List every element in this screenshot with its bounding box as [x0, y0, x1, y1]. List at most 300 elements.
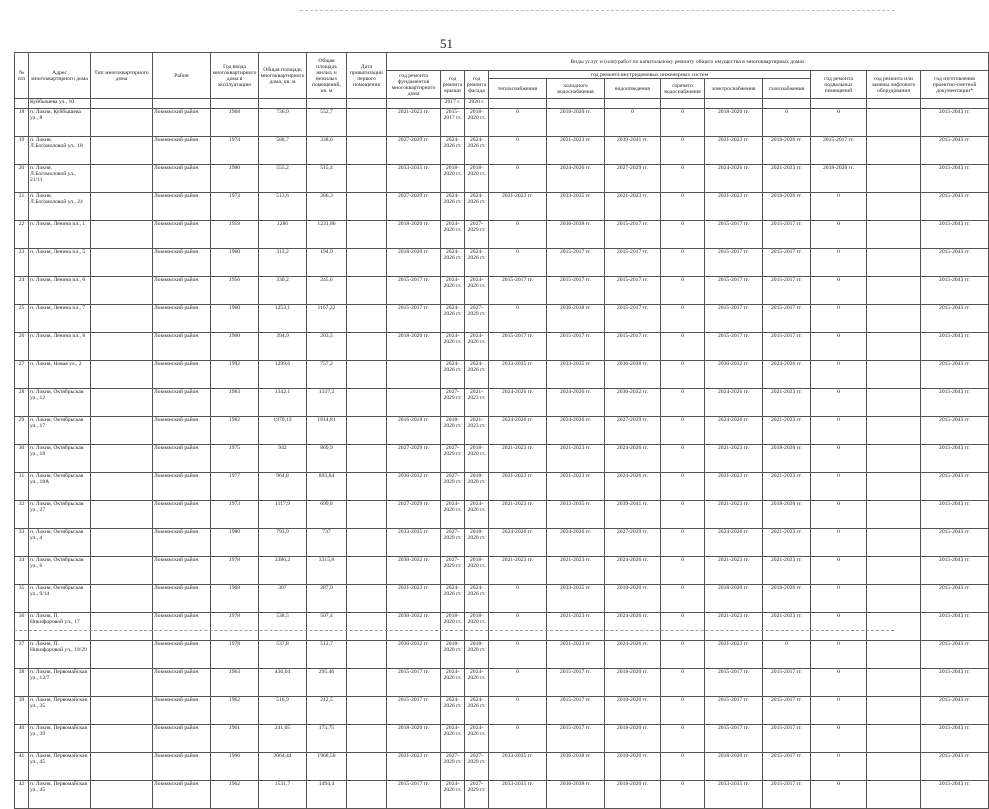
cell-elevator: [867, 137, 921, 165]
cell-sewer: 2024-2026 гг.: [605, 445, 661, 473]
cell-roof: 2024-2026 гг.: [441, 277, 465, 305]
cell-address: п. Локня, Первомайская ул., 39: [29, 725, 91, 753]
cell-fund: 2015-2017 гг.: [387, 277, 441, 305]
cell-elevator: [867, 165, 921, 193]
cell-basement: 0: [811, 473, 867, 501]
cell-total: 555,2: [259, 165, 307, 193]
cell-sewer: 2024-2026 гг.: [605, 557, 661, 585]
cell-elevator: [867, 193, 921, 221]
cell-roof: 2018-2020 гг.: [441, 417, 465, 445]
cell-elevator: [867, 697, 921, 725]
cell-gas: 2015-2017 гг.: [763, 697, 811, 725]
cell-total: 1970,13: [259, 417, 307, 445]
table-row: [15, 641, 989, 669]
cell-cold: 2021-2023 гг.: [547, 557, 605, 585]
table-row: [15, 333, 989, 361]
cell-cold: 2015-2017 гг.: [547, 249, 605, 277]
cell-living: 3315,8: [307, 557, 347, 585]
cell-docs: 2015-2043 гг.: [921, 473, 989, 501]
cell-elevator: [867, 613, 921, 641]
cell-gas: 2015-2017 гг.: [763, 669, 811, 697]
cell-cold: 2033-2035 гг.: [547, 193, 605, 221]
cell-docs: 2015-2043 гг.: [921, 389, 989, 417]
cell-docs: 2015-2043 гг.: [921, 557, 989, 585]
cell-elevator: [867, 99, 921, 109]
header-address: Адрес многоквартирного дома: [29, 53, 91, 99]
cell-priv: [347, 473, 387, 501]
cell-priv: [347, 165, 387, 193]
cell-facade: 2027-2029 гг.: [465, 221, 489, 249]
cell-roof: 2024-2026 гг.: [441, 361, 465, 389]
cell-hot: 0: [661, 333, 705, 361]
cell-basement: 0: [811, 529, 867, 557]
cell-hot: 0: [661, 445, 705, 473]
cell-living: 212,5: [307, 697, 347, 725]
cell-hot: 0: [661, 501, 705, 529]
cell-hot: 0: [661, 193, 705, 221]
cell-electric: 2024-2026 гг.: [705, 529, 763, 557]
cell-address: п. Локня, Ленина пл., 6: [29, 277, 91, 305]
cell-docs: 2015-2043 гг.: [921, 613, 989, 641]
cell-total: 538,5: [259, 613, 307, 641]
cell-total: 1531,7: [259, 781, 307, 809]
cell-no: 23: [15, 249, 29, 277]
cell-priv: [347, 697, 387, 725]
cell-district: Локнянский район: [153, 193, 211, 221]
cell-living: 194,9: [307, 249, 347, 277]
table-row: [15, 361, 989, 389]
cell-priv: [347, 221, 387, 249]
cell-docs: 2015-2043 гг.: [921, 193, 989, 221]
cell-hot: 0: [661, 417, 705, 445]
cell-total: 1286: [259, 221, 307, 249]
cell-district: Локнянский район: [153, 221, 211, 249]
cell-total: 307: [259, 585, 307, 613]
cell-heat: 2021-2023 гг.: [489, 445, 547, 473]
header-year-commission: Год ввода многоквартирного дома в эксплуатацию: [211, 53, 259, 99]
cell-heat: 0: [489, 585, 547, 613]
cell-no: 21: [15, 193, 29, 221]
cell-fund: 2021-2023 гг.: [387, 585, 441, 613]
cell-type: [91, 389, 153, 417]
cell-electric: 2021-2023 гг.: [705, 473, 763, 501]
cell-living: 737: [307, 529, 347, 557]
cell-elevator: [867, 333, 921, 361]
cell-cold: 2021-2023 гг.: [547, 641, 605, 669]
cell-electric: 2018-2020 гг.: [705, 109, 763, 137]
cell-total: 313,2: [259, 249, 307, 277]
cell-type: [91, 445, 153, 473]
cell-cold: 2021-2023 гг.: [547, 445, 605, 473]
cell-fund: 2018-2020 гг.: [387, 249, 441, 277]
table-row: [15, 165, 989, 193]
cell-address: п. Локня, Л.Богомоловой ул., 18: [29, 137, 91, 165]
cell-electric: 2015-2017 гг.: [705, 697, 763, 725]
header-district: Район: [153, 53, 211, 99]
cell-heat: 0: [489, 305, 547, 333]
cell-total: 588,7: [259, 137, 307, 165]
table-row: [15, 529, 989, 557]
cell-gas: 0: [763, 109, 811, 137]
cell-year: 1968: [211, 585, 259, 613]
cell-elevator: [867, 249, 921, 277]
cell-district: Локнянский район: [153, 669, 211, 697]
cell-living: 245,6: [307, 277, 347, 305]
cell-hot: 0: [661, 781, 705, 809]
header-works-group: Виды услуг и (или) работ по капитальному ремонту общего имущества в многоквартирных домах: [387, 53, 989, 71]
cell-facade: 2018-2020 гг.: [465, 165, 489, 193]
cell-address: п. Локня, Октябрьская ул., 6: [29, 557, 91, 585]
cell-gas: 2021-2023 гг.: [763, 529, 811, 557]
cell-hot: 0: [661, 697, 705, 725]
cell-facade: 2024-2026 гг.: [465, 277, 489, 305]
cell-docs: 2015-2043 гг.: [921, 333, 989, 361]
cell-roof: 2018-2020 гг.: [441, 613, 465, 641]
cell-no: 18: [15, 109, 29, 137]
cell-electric: [705, 99, 763, 109]
cell-gas: 2021-2023 гг.: [763, 165, 811, 193]
cell-electric: 2021-2023 гг.: [705, 501, 763, 529]
cell-roof: 2018-2020 гг.: [441, 641, 465, 669]
cell-hot: 0: [661, 361, 705, 389]
cell-fund: 2021-2023 гг.: [387, 109, 441, 137]
cell-electric: 2015-2017 гг.: [705, 277, 763, 305]
cell-electric: 2015-2017 гг.: [705, 333, 763, 361]
cell-district: Локнянский район: [153, 333, 211, 361]
cell-no: 36: [15, 613, 29, 641]
cell-priv: [347, 99, 387, 109]
cell-type: [91, 361, 153, 389]
cell-type: [91, 277, 153, 305]
cell-heat: 2033-2035 гг.: [489, 781, 547, 809]
cell-fund: 2027-2029 гг.: [387, 137, 441, 165]
cell-living: 1494,4: [307, 781, 347, 809]
cell-basement: 0: [811, 109, 867, 137]
cell-facade: 2024-2026 гг.: [465, 361, 489, 389]
cell-type: [91, 613, 153, 641]
cell-roof: 2015-2017 гг.: [441, 109, 465, 137]
cell-fund: 2027-2029 гг.: [387, 445, 441, 473]
cell-cold: 2015-2017 гг.: [547, 725, 605, 753]
cell-priv: [347, 109, 387, 137]
cell-year: 1973: [211, 193, 259, 221]
cell-district: Локнянский район: [153, 109, 211, 137]
cell-fund: [387, 99, 441, 109]
repair-schedule-table: [14, 52, 989, 809]
cell-hot: 0: [661, 277, 705, 305]
cell-hot: 0: [661, 221, 705, 249]
cell-living: 173,75: [307, 725, 347, 753]
cell-electric: 2018-2020 гг.: [705, 753, 763, 781]
cell-basement: 0: [811, 389, 867, 417]
cell-living: 1814,81: [307, 417, 347, 445]
cell-docs: 2015-2043 гг.: [921, 781, 989, 809]
cell-gas: 2021-2023 гг.: [763, 473, 811, 501]
cell-docs: 2015-2043 гг.: [921, 305, 989, 333]
cell-electric: 2021-2023 гг.: [705, 137, 763, 165]
cell-cold: 2024-2026 гг.: [547, 389, 605, 417]
header-electric: электроснабжения: [705, 79, 763, 99]
table-row: [15, 781, 989, 809]
cell-docs: 2015-2043 гг.: [921, 669, 989, 697]
cell-facade: 2027-2029 гг.: [465, 753, 489, 781]
cell-district: Локнянский район: [153, 501, 211, 529]
cell-total: 241,05: [259, 725, 307, 753]
cell-address: Куйбышева ул., 10: [29, 99, 91, 109]
cell-facade: 2024-2026 гг.: [465, 501, 489, 529]
cell-year: 1978: [211, 557, 259, 585]
cell-total: 1299,6: [259, 361, 307, 389]
cell-heat: 0: [489, 613, 547, 641]
cell-priv: [347, 305, 387, 333]
cell-cold: 2024-2026 гг.: [547, 529, 605, 557]
cell-district: Локнянский район: [153, 697, 211, 725]
cell-basement: 0: [811, 613, 867, 641]
cell-electric: 2024-2026 гг.: [705, 417, 763, 445]
cell-address: п. Локня, Октябрьская ул., 9/14: [29, 585, 91, 613]
cell-basement: 0: [811, 585, 867, 613]
cell-year: 1962: [211, 697, 259, 725]
cell-fund: 2015-2017 гг.: [387, 697, 441, 725]
cell-sewer: 2027-2029 гг.: [605, 529, 661, 557]
cell-roof: 2027-2029 гг.: [441, 529, 465, 557]
cell-heat: 2015-2017 гг.: [489, 277, 547, 305]
table-row: [15, 305, 989, 333]
cell-year: 1963: [211, 669, 259, 697]
cell-elevator: [867, 389, 921, 417]
cell-type: [91, 697, 153, 725]
cell-priv: [347, 781, 387, 809]
cell-basement: 0: [811, 641, 867, 669]
cell-elevator: [867, 221, 921, 249]
cell-cold: 2033-2035 гг.: [547, 585, 605, 613]
cell-roof: 2024-2026 гг.: [441, 585, 465, 613]
cell-district: Локнянский район: [153, 781, 211, 809]
cell-basement: 0: [811, 669, 867, 697]
cell-total: 3386,2: [259, 557, 307, 585]
cell-basement: 0: [811, 417, 867, 445]
cell-no: 24: [15, 277, 29, 305]
cell-facade: 2024-2026 гг.: [465, 137, 489, 165]
cell-no: 33: [15, 529, 29, 557]
table-row: [15, 557, 989, 585]
header-elevator: год ремонта или замены лифтового оборудования: [867, 71, 921, 99]
cell-elevator: [867, 361, 921, 389]
cell-heat: 0: [489, 641, 547, 669]
cell-total: 1117,9: [259, 501, 307, 529]
cell-heat: 2033-2035 гг.: [489, 361, 547, 389]
cell-docs: 2015-2043 гг.: [921, 753, 989, 781]
table-row: [15, 725, 989, 753]
cell-hot: 0: [661, 249, 705, 277]
cell-cold: 2021-2023 гг.: [547, 473, 605, 501]
cell-sewer: 2027-2029 гг.: [605, 417, 661, 445]
cell-priv: [347, 417, 387, 445]
cell-docs: 2015-2043 гг.: [921, 641, 989, 669]
cell-total: [259, 99, 307, 109]
cell-living: 699,8: [307, 501, 347, 529]
cell-living: [307, 99, 347, 109]
cell-facade: 2018-2020 гг.: [465, 445, 489, 473]
cell-heat: [489, 99, 547, 109]
table-row: [15, 445, 989, 473]
cell-sewer: 2015-2017 гг.: [605, 333, 661, 361]
cell-total: 394,9: [259, 333, 307, 361]
cell-docs: 2015-2043 гг.: [921, 221, 989, 249]
cell-heat: 0: [489, 221, 547, 249]
cell-total: 513,6: [259, 193, 307, 221]
cell-living: 338,6: [307, 137, 347, 165]
header-facade-year: год ремонта фасада: [465, 71, 489, 99]
table-row: [15, 137, 989, 165]
cell-sewer: 2018-2020 гг.: [605, 781, 661, 809]
cell-elevator: [867, 445, 921, 473]
cell-heat: 0: [489, 669, 547, 697]
cell-basement: [811, 99, 867, 109]
cell-hot: 0: [661, 109, 705, 137]
cell-facade: 2018-2020 гг.: [465, 613, 489, 641]
cell-no: 38: [15, 669, 29, 697]
cell-docs: 2015-2043 гг.: [921, 417, 989, 445]
cell-elevator: [867, 417, 921, 445]
cell-type: [91, 585, 153, 613]
cell-type: [91, 669, 153, 697]
cell-address: п. Локня, Октябрьская ул., 18А: [29, 473, 91, 501]
cell-heat: 2024-2026 гг.: [489, 529, 547, 557]
cell-no: 19: [15, 137, 29, 165]
cell-sewer: 2039-2041 гг.: [605, 137, 661, 165]
cell-gas: 2018-2020 гг.: [763, 445, 811, 473]
table-row: [15, 473, 989, 501]
cell-facade: 2024-2026 гг.: [465, 585, 489, 613]
cell-fund: 2030-2032 гг.: [387, 473, 441, 501]
cell-cold: 2036-2038 гг.: [547, 221, 605, 249]
table-row: [15, 669, 989, 697]
cell-living: 757,2: [307, 361, 347, 389]
cell-cold: 2024-2026 гг.: [547, 165, 605, 193]
cell-year: 1982: [211, 417, 259, 445]
cell-basement: 0: [811, 501, 867, 529]
cell-fund: 2016-2018 гг.: [387, 417, 441, 445]
cell-gas: 2015-2017 гг.: [763, 753, 811, 781]
cell-facade: 2021-2023 гг.: [465, 389, 489, 417]
cell-elevator: [867, 277, 921, 305]
cell-living: 1968,56: [307, 753, 347, 781]
cell-electric: 2015-2017 гг.: [705, 305, 763, 333]
cell-total: 1253,1: [259, 305, 307, 333]
cell-cold: 2036-2038 гг.: [547, 305, 605, 333]
cell-no: 29: [15, 417, 29, 445]
cell-no: 31: [15, 473, 29, 501]
cell-year: 1966: [211, 753, 259, 781]
cell-roof: 2024-2026 гг.: [441, 501, 465, 529]
cell-elevator: [867, 669, 921, 697]
cell-no: 28: [15, 389, 29, 417]
cell-district: Локнянский район: [153, 725, 211, 753]
cell-district: Локнянский район: [153, 417, 211, 445]
cell-no: 32: [15, 501, 29, 529]
cell-year: 1975: [211, 445, 259, 473]
table-row: [15, 193, 989, 221]
cell-heat: 0: [489, 137, 547, 165]
cell-priv: [347, 137, 387, 165]
cell-type: [91, 193, 153, 221]
cell-docs: 2015-2043 гг.: [921, 529, 989, 557]
cell-cold: 2036-2038 гг.: [547, 753, 605, 781]
cell-district: Локнянский район: [153, 557, 211, 585]
cell-gas: [763, 99, 811, 109]
cell-year: 1980: [211, 529, 259, 557]
cell-no: 39: [15, 697, 29, 725]
cell-cold: 2015-2017 гг.: [547, 333, 605, 361]
cell-fund: 2015-2017 гг.: [387, 305, 441, 333]
cell-living: 512,7: [307, 641, 347, 669]
cell-basement: 0: [811, 193, 867, 221]
cell-facade: 2021-2023 гг.: [465, 417, 489, 445]
cell-roof: 2024-2026 гг.: [441, 333, 465, 361]
cell-facade: 2024-2026 гг.: [465, 725, 489, 753]
cell-basement: 0: [811, 753, 867, 781]
cell-sewer: 2024-2026 гг.: [605, 473, 661, 501]
cell-priv: [347, 753, 387, 781]
cell-type: [91, 137, 153, 165]
cell-district: Локнянский район: [153, 165, 211, 193]
cell-heat: 0: [489, 109, 547, 137]
cell-address: п. Локня, П. Никифоровой ул., 19/29: [29, 641, 91, 669]
cell-type: [91, 165, 153, 193]
cell-address: п. Локня, Куйбышева ул., 8: [29, 109, 91, 137]
header-basement: год ремонта подвальных помещений: [811, 71, 867, 99]
cell-living: 295,46: [307, 669, 347, 697]
cell-type: [91, 557, 153, 585]
cell-type: [91, 99, 153, 109]
cell-priv: [347, 389, 387, 417]
cell-elevator: [867, 753, 921, 781]
cell-docs: 2015-2043 гг.: [921, 501, 989, 529]
table-row: [15, 221, 989, 249]
cell-sewer: 2021-2023 гг.: [605, 193, 661, 221]
cell-fund: [387, 389, 441, 417]
cell-address: п. Локня, Ленина пл., 7: [29, 305, 91, 333]
cell-total: 942: [259, 445, 307, 473]
cell-type: [91, 641, 153, 669]
cell-priv: [347, 585, 387, 613]
cell-year: 1978: [211, 641, 259, 669]
cell-living: 507,4: [307, 613, 347, 641]
cell-type: [91, 333, 153, 361]
cell-facade: 2024-2026 гг.: [465, 697, 489, 725]
header-gas: газоснабжения: [763, 79, 811, 99]
cell-year: 1977: [211, 473, 259, 501]
cell-address: п. Локня, Л.Богомоловой ул., 24: [29, 193, 91, 221]
cell-cold: [547, 99, 605, 109]
cell-docs: 2015-2043 гг.: [921, 137, 989, 165]
cell-hot: 0: [661, 613, 705, 641]
cell-hot: 0: [661, 165, 705, 193]
cell-address: п. Локня, Л.Богомоловой ул., 21/11: [29, 165, 91, 193]
header-hot-water: горячего водоснабжения: [661, 79, 705, 99]
cell-roof: 2024-2026 гг.: [441, 221, 465, 249]
cell-priv: [347, 669, 387, 697]
cell-address: п. Локня, Октябрьская ул., 27: [29, 501, 91, 529]
cell-no: 25: [15, 305, 29, 333]
cell-cold: 2021-2023 гг.: [547, 613, 605, 641]
cell-basement: 0: [811, 557, 867, 585]
cell-elevator: [867, 585, 921, 613]
cell-type: [91, 305, 153, 333]
cell-type: [91, 529, 153, 557]
cell-gas: 2018-2020 гг.: [763, 193, 811, 221]
